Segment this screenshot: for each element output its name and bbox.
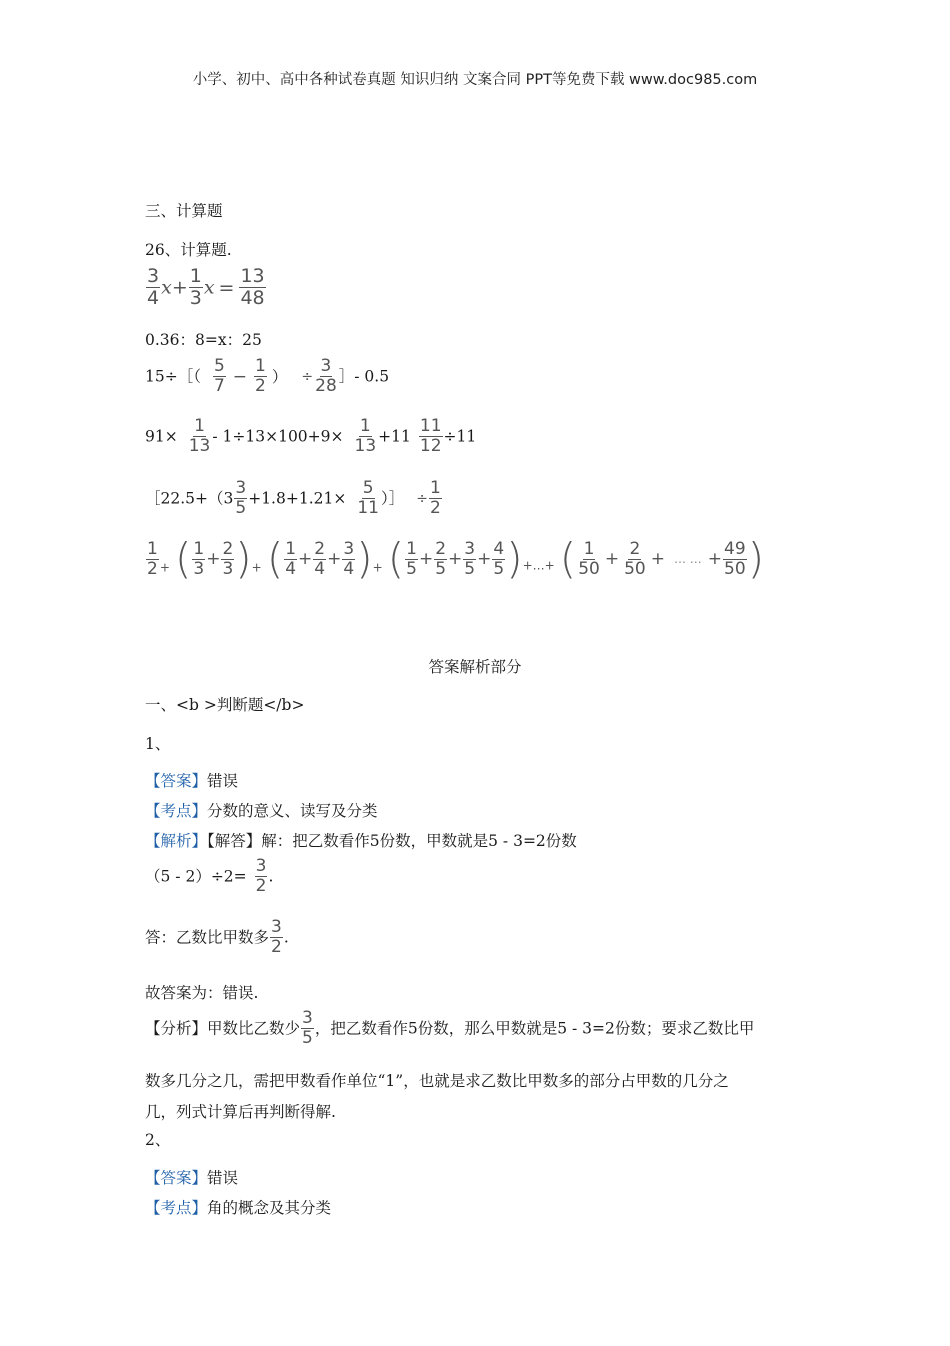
fraction: $\frac{1}{3}$: [189, 265, 202, 309]
answer-1-conclusion: 答：乙数比甲数多 $\frac{3}{2}$ .: [145, 917, 289, 957]
equation-1: $\frac{3}{4}$ x+ $\frac{1}{3}$ x = $\frac{13}{48}$: [147, 265, 265, 309]
page-header: 小学、初中、高中各种试卷真题 知识归纳 文案合同 PPT等免费下载 www.doc985.com: [192, 72, 758, 88]
fraction: $\frac{3}{2}$: [255, 856, 267, 896]
fraction: $\frac{5}{7}$: [213, 356, 225, 396]
fraction: $\frac{3}{4}$: [147, 265, 160, 309]
fraction: $\frac{2}{50}$: [624, 538, 646, 579]
equation-2: 0.36：8=x：25: [145, 331, 262, 349]
answer-1-fenxi-line-2: 数多几分之几，需把甲数看作单位“1”，也就是求乙数比甲数多的部分占甲数的几分之: [145, 1072, 729, 1090]
equation-5: ［22.5+（3 $\frac{3}{5}$ +1.8+1.21× $\frac{5}{11}$ ）］ ÷ $\frac{1}{2}$: [145, 478, 441, 518]
equation-3: 15÷［（ $\frac{5}{7}$ − $\frac{1}{2}$ ） ÷ $\frac{3}{28}$ ］- 0.5: [145, 356, 390, 396]
fraction: $\frac{5}{11}$: [357, 478, 379, 518]
fraction: $\frac{3}{5}$: [302, 1008, 313, 1048]
fraction: $\frac{11}{12}$: [419, 416, 442, 456]
fraction: $\frac{3}{2}$: [271, 917, 282, 957]
fraction: $\frac{1}{4}$: [285, 538, 297, 579]
fraction: $\frac{1}{5}$: [406, 538, 417, 579]
answers-section-1: 一、<b >判断题</b>: [145, 696, 305, 714]
answer-1-calc: （5 - 2）÷2= $\frac{3}{2}$ .: [145, 856, 274, 896]
fraction: $\frac{2}{4}$: [314, 538, 326, 579]
answer-1-analysis: 【解析】【解答】解：把乙数看作5份数，甲数就是5 - 3=2份数: [145, 832, 577, 850]
answer-1-topic: 【考点】分数的意义、读写及分类: [145, 802, 378, 820]
fraction: $\frac{4}{5}$: [493, 538, 505, 579]
section-title-calculation: 三、计算题: [145, 202, 223, 220]
question-26-title: 26、计算题.: [145, 241, 232, 259]
fraction: $\frac{1}{2}$: [147, 538, 158, 579]
fraction: $\frac{1}{13}$: [188, 416, 211, 456]
fraction: $\frac{1}{2}$: [255, 356, 266, 396]
answers-title: 答案解析部分: [428, 658, 522, 676]
answer-2-answer: 【答案】错误: [145, 1169, 239, 1187]
answer-1-fenxi-line-3: 几，列式计算后再判断得解.: [145, 1103, 336, 1121]
fraction: $\frac{2}{3}$: [222, 538, 234, 579]
answer-1-final: 故答案为：错误.: [145, 984, 259, 1002]
equation-6: $\frac{1}{2}$ $_+$ ( $\frac{1}{3}$ + $\frac{2}{3}$ )$_+$ ( $\frac{1}{4}$ + $\frac{2}{4}$ + $\frac{3}{4}$ )$_+$ ( $\frac{1}{5}$ + $\frac{2}{5}$ + $\frac{3}{5}$ + $\frac{4}{5}$ )$_{+\dots+}$ ( $\frac{1}{50}$ + $\frac{2}{50}$ + … … + $\frac{49}{50}$ ): [147, 534, 765, 583]
answer-1-answer: 【答案】错误: [145, 772, 239, 790]
answer-1-fenxi: 【分析】甲数比乙数少 $\frac{3}{5}$ ，把乙数看作5份数，那么甲数就是5 - 3=2份数；要求乙数比甲: [145, 1008, 755, 1048]
fraction: $\frac{3}{5}$: [235, 478, 247, 518]
fraction: $\frac{1}{13}$: [354, 416, 377, 456]
fraction: $\frac{13}{48}$: [240, 265, 265, 309]
fraction: $\frac{49}{50}$: [724, 538, 746, 579]
fraction: $\frac{1}{2}$: [429, 478, 441, 518]
fraction: $\frac{2}{5}$: [435, 538, 447, 579]
answer-2-number: 2、: [145, 1131, 171, 1149]
fraction: $\frac{3}{4}$: [343, 538, 355, 579]
answer-1-number: 1、: [145, 735, 171, 753]
equation-4: 91× $\frac{1}{13}$ - 1÷13×100+9× $\frac{1}{13}$ +11 $\frac{11}{12}$ ÷11: [145, 416, 477, 456]
fraction: $\frac{1}{50}$: [578, 538, 600, 579]
fraction: $\frac{1}{3}$: [193, 538, 205, 579]
fraction: $\frac{3}{5}$: [464, 538, 476, 579]
fraction: $\frac{3}{28}$: [315, 356, 337, 396]
answer-2-topic: 【考点】角的概念及其分类: [145, 1199, 332, 1217]
